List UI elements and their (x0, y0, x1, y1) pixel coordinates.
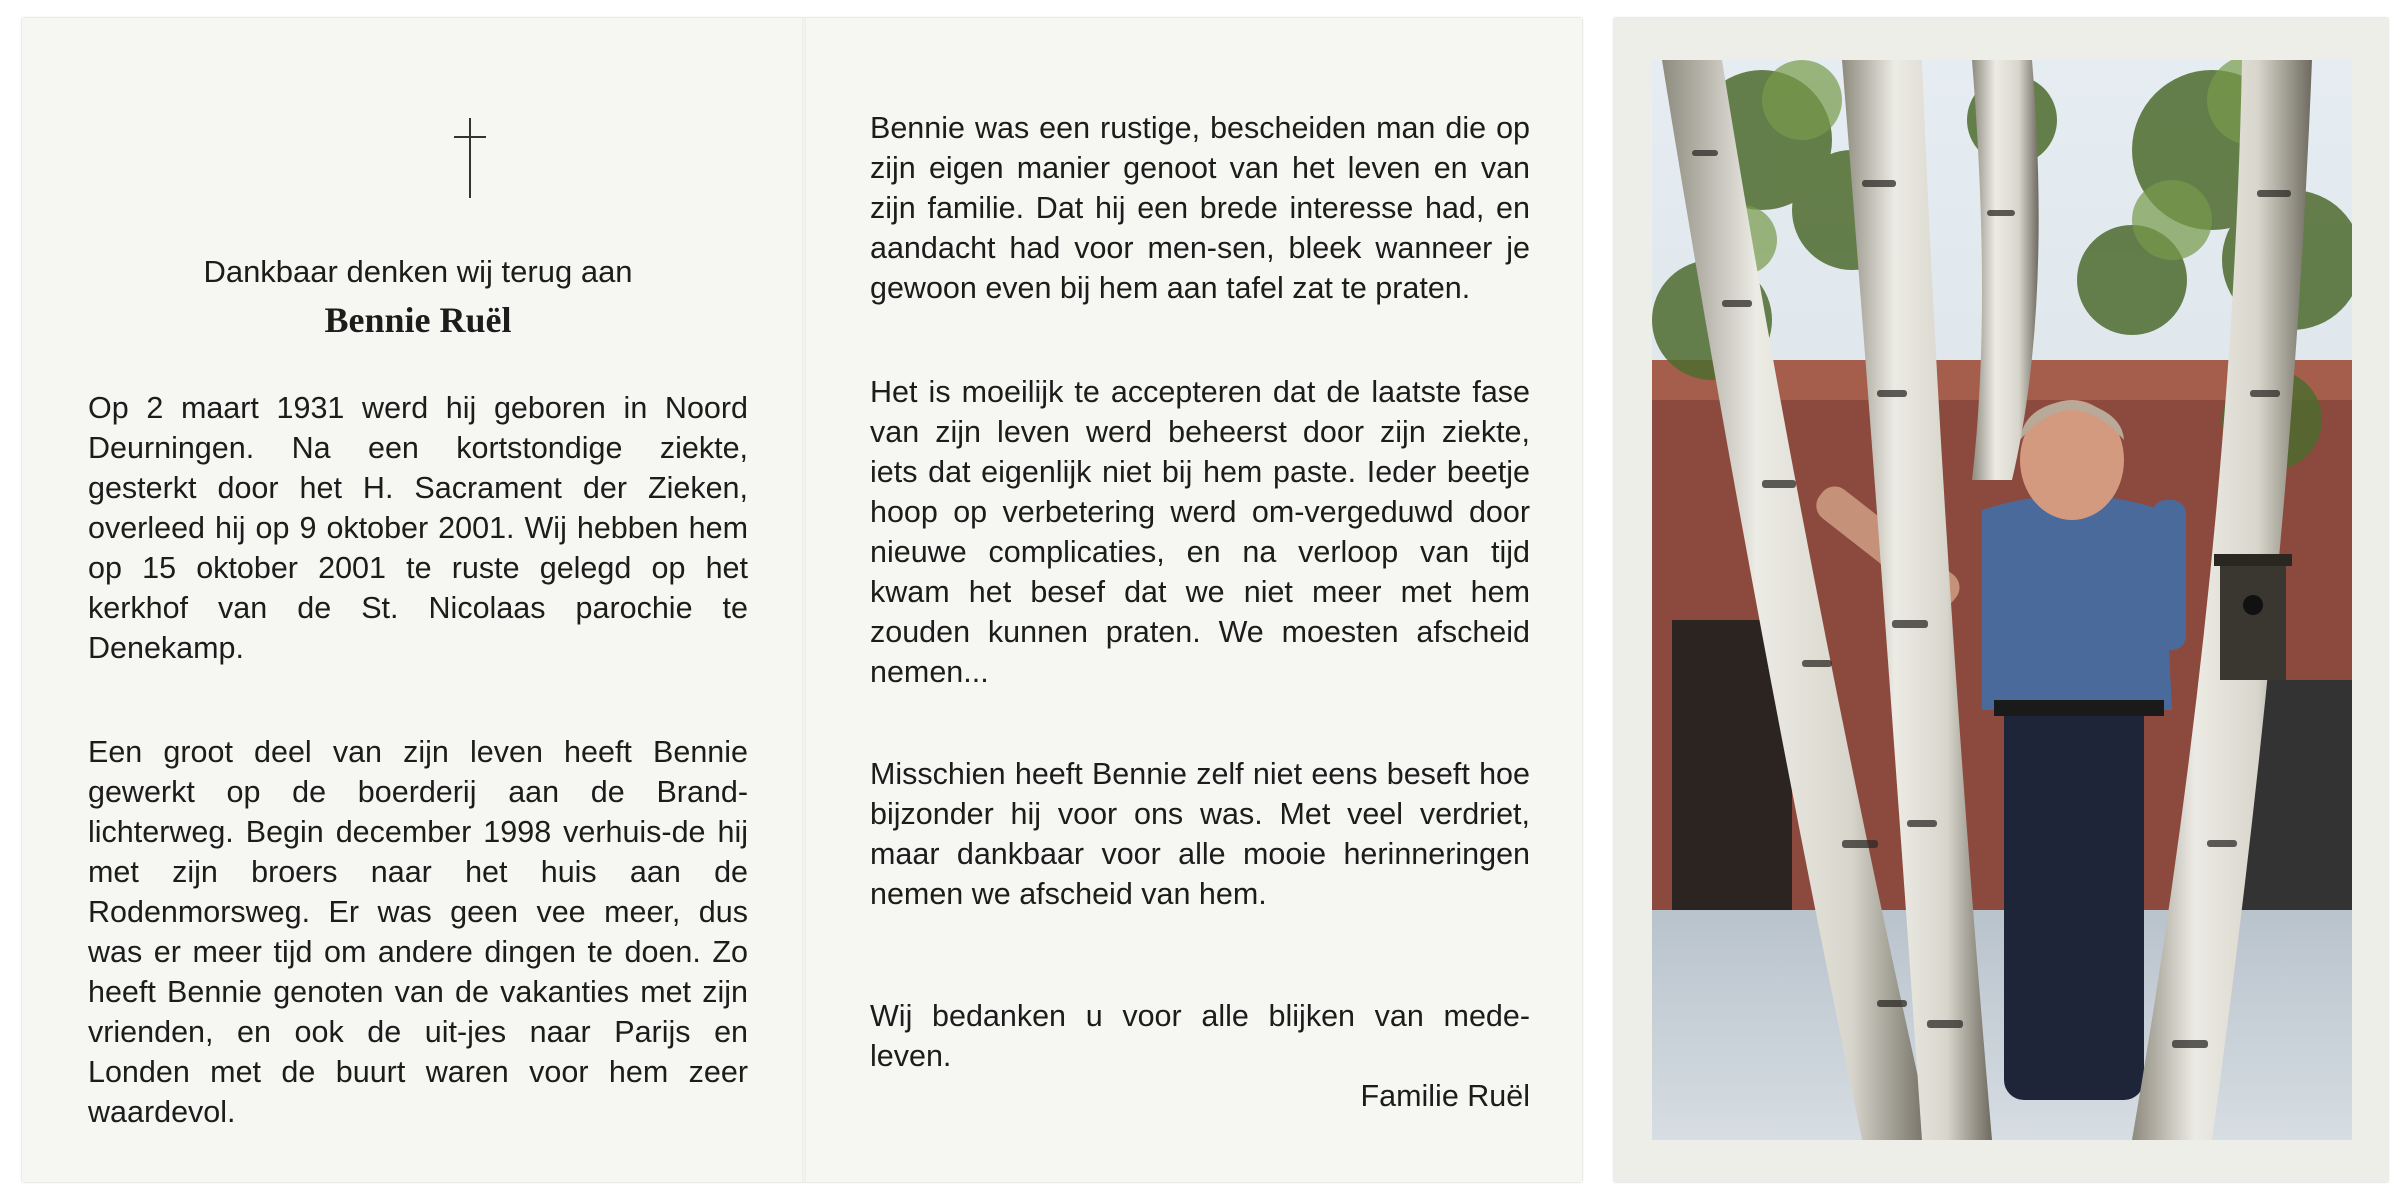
left-page (88, 18, 748, 1182)
card-fold (802, 18, 806, 1182)
paragraph-illness: Het is moeilijk te accepteren dat de laatste fase van zijn leven werd beheerst door zijn ziekte, iets dat eigenlijk niet bij hem paste. Ieder beetje hoop op verbetering werd om-vergeduwd door nieuwe complicaties, en na verloop van tijd kwam het besef dat we niet meer met hem zouden kunnen praten. We moesten afscheid nemen... (870, 375, 1530, 689)
paragraph-life: Een groot deel van zijn leven heeft Bennie gewerkt op de boerderij aan de Brand-lichterweg. Begin december 1998 verhuis-de hij met zijn broers naar het huis aan de Rodenmorsweg. Er was geen vee meer, dus was er meer tijd om andere dingen te doen. Zo heeft Bennie genoten van de vakanties met zijn vrienden, en ook de uit-jes naar Parijs en Londen met de buurt waren voor hem zeer waardevol. (88, 735, 748, 1129)
paragraph-character: Bennie was een rustige, bescheiden man die op zijn eigen manier genoot van het leven en van zijn familie. Dat hij een brede interesse had, en aandacht had voor men-sen, bleek wanneer je gewoon even bij hem aan tafel zat te praten. (870, 111, 1530, 305)
paragraph-thanks: Wij bedanken u voor alle blijken van mede-leven. (870, 999, 1530, 1073)
memorial-card (22, 18, 1582, 1182)
paragraph-farewell: Misschien heeft Bennie zelf niet eens beseft hoe bijzonder hij voor ons was. Met veel verdriet, maar dankbaar voor alle mooie herinneringen nemen we afscheid van hem. (870, 757, 1530, 911)
signature: Familie Ruël (1360, 1079, 1530, 1113)
paragraph-birth: Op 2 maart 1931 werd hij geboren in Noord Deurningen. Na een kortstondige ziekte, gesterkt door het H. Sacrament der Zieken, overleed hij op 9 oktober 2001. Wij hebben hem op 15 oktober 2001 te ruste gelegd op het kerkhof van de St. Nicolaas parochie te Denekamp. (88, 391, 748, 665)
right-page (870, 18, 1530, 1182)
photo-card (1614, 18, 2388, 1182)
deceased-name: Bennie Ruël (324, 300, 512, 340)
portrait-photo (1652, 60, 2352, 1140)
cross-icon (450, 118, 490, 218)
intro-text: Dankbaar denken wij terug aan (203, 254, 633, 289)
